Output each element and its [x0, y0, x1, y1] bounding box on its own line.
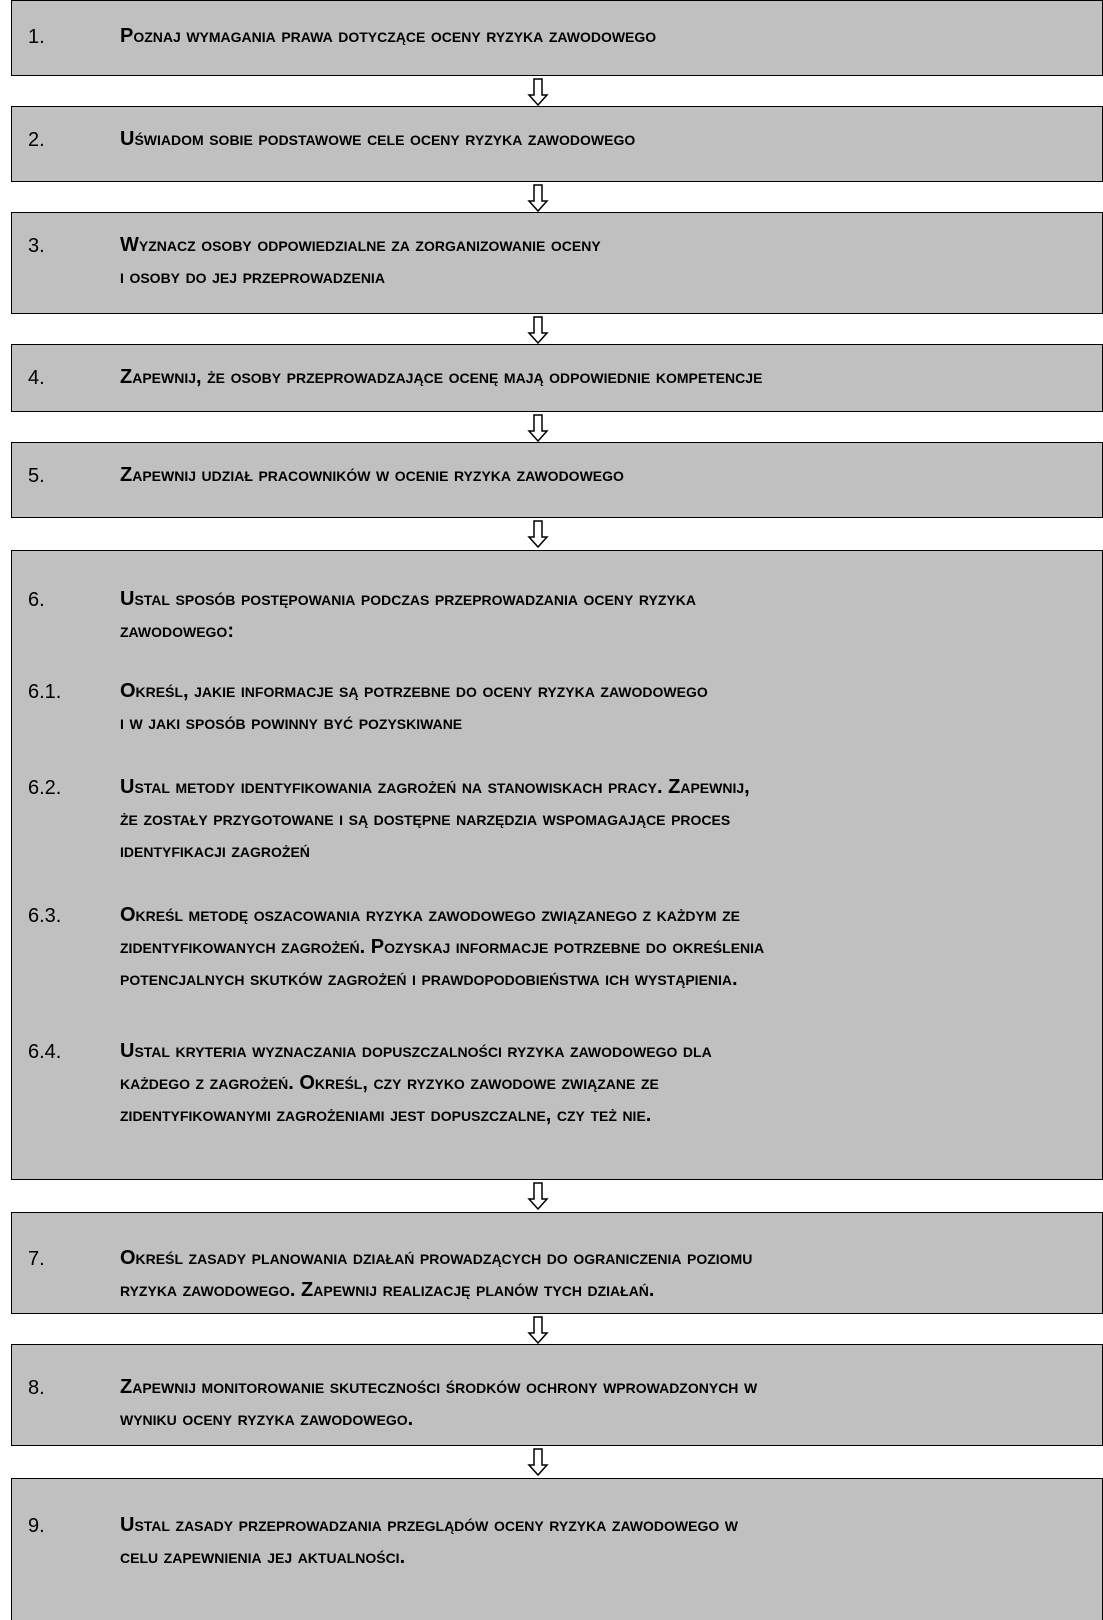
step-number: 7.	[28, 1248, 45, 1270]
down-arrow-icon	[527, 1448, 549, 1476]
step-number: 5.	[28, 465, 45, 487]
substep-number: 6.4.	[28, 1041, 62, 1063]
step-text: Zapewnij monitorowanie skuteczności środków ochrony wprowadzonych w wyniku oceny ryzyka zawodowego.	[120, 1376, 758, 1430]
step-box-1	[11, 0, 1103, 76]
step-number: 8.	[28, 1377, 45, 1399]
step-box-7	[11, 1212, 1103, 1314]
step-box-9	[11, 1478, 1103, 1620]
step-text: Ustal sposób postępowania podczas przeprowadzania oceny ryzyka zawodowego:	[120, 588, 696, 642]
step-text: Ustal zasady przeprowadzania przeglądów oceny ryzyka zawodowego w celu zapewnienia jej aktualności.	[120, 1514, 738, 1568]
step-text: Wyznacz osoby odpowiedzialne za zorganizowanie oceny i osoby do jej przeprowadzenia	[120, 234, 601, 288]
step-number: 1.	[28, 26, 45, 48]
step-number: 6.	[28, 589, 45, 611]
down-arrow-icon	[527, 414, 549, 442]
down-arrow-icon	[527, 316, 549, 344]
step-box-6	[11, 550, 1103, 1180]
substep-number: 6.1.	[28, 681, 62, 703]
down-arrow-icon	[527, 184, 549, 212]
down-arrow-icon	[527, 1316, 549, 1344]
step-text: Poznaj wymagania prawa dotyczące oceny ryzyka zawodowego	[120, 25, 657, 47]
down-arrow-icon	[527, 520, 549, 548]
step-text: Zapewnij, że osoby przeprowadzające ocenę mają odpowiednie kompetencje	[120, 366, 763, 388]
substep-number: 6.3.	[28, 905, 62, 927]
step-text: Uświadom sobie podstawowe cele oceny ryzyka zawodowego	[120, 128, 636, 150]
step-number: 2.	[28, 129, 45, 151]
substep-text: Określ metodę oszacowania ryzyka zawodowego związanego z każdym ze zidentyfikowanych zagrożeń. Pozyskaj informacje potrzebne do określenia potencjalnych skutków zagrożeń i prawdopodobieństwa ich wystąpienia.	[120, 904, 765, 990]
step-box-4	[11, 344, 1103, 412]
step-text: Określ zasady planowania działań prowadzących do ograniczenia poziomu ryzyka zawodowego. Zapewnij realizację planów tych działań.	[120, 1247, 753, 1301]
step-number: 4.	[28, 367, 45, 389]
substep-text: Określ, jakie informacje są potrzebne do oceny ryzyka zawodowego i w jaki sposób powinny być pozyskiwane	[120, 680, 708, 734]
substep-text: Ustal kryteria wyznaczania dopuszczalności ryzyka zawodowego dla każdego z zagrożeń. Określ, czy ryzyko zawodowe związane ze zidentyfikowanymi zagrożeniami jest dopuszczalne, czy też nie.	[120, 1040, 712, 1126]
substep-number: 6.2.	[28, 777, 62, 799]
step-number: 3.	[28, 235, 45, 257]
step-box-5	[11, 442, 1103, 518]
substep-text: Ustal metody identyfikowania zagrożeń na stanowiskach pracy. Zapewnij, że zostały przygotowane i są dostępne narzędzia wspomagające proces identyfikacji zagrożeń	[120, 776, 750, 862]
step-box-2	[11, 106, 1103, 182]
step-box-8	[11, 1344, 1103, 1446]
step-box-3	[11, 212, 1103, 314]
step-text: Zapewnij udział pracowników w ocenie ryzyka zawodowego	[120, 464, 624, 486]
down-arrow-icon	[527, 78, 549, 106]
down-arrow-icon	[527, 1182, 549, 1210]
step-number: 9.	[28, 1515, 45, 1537]
